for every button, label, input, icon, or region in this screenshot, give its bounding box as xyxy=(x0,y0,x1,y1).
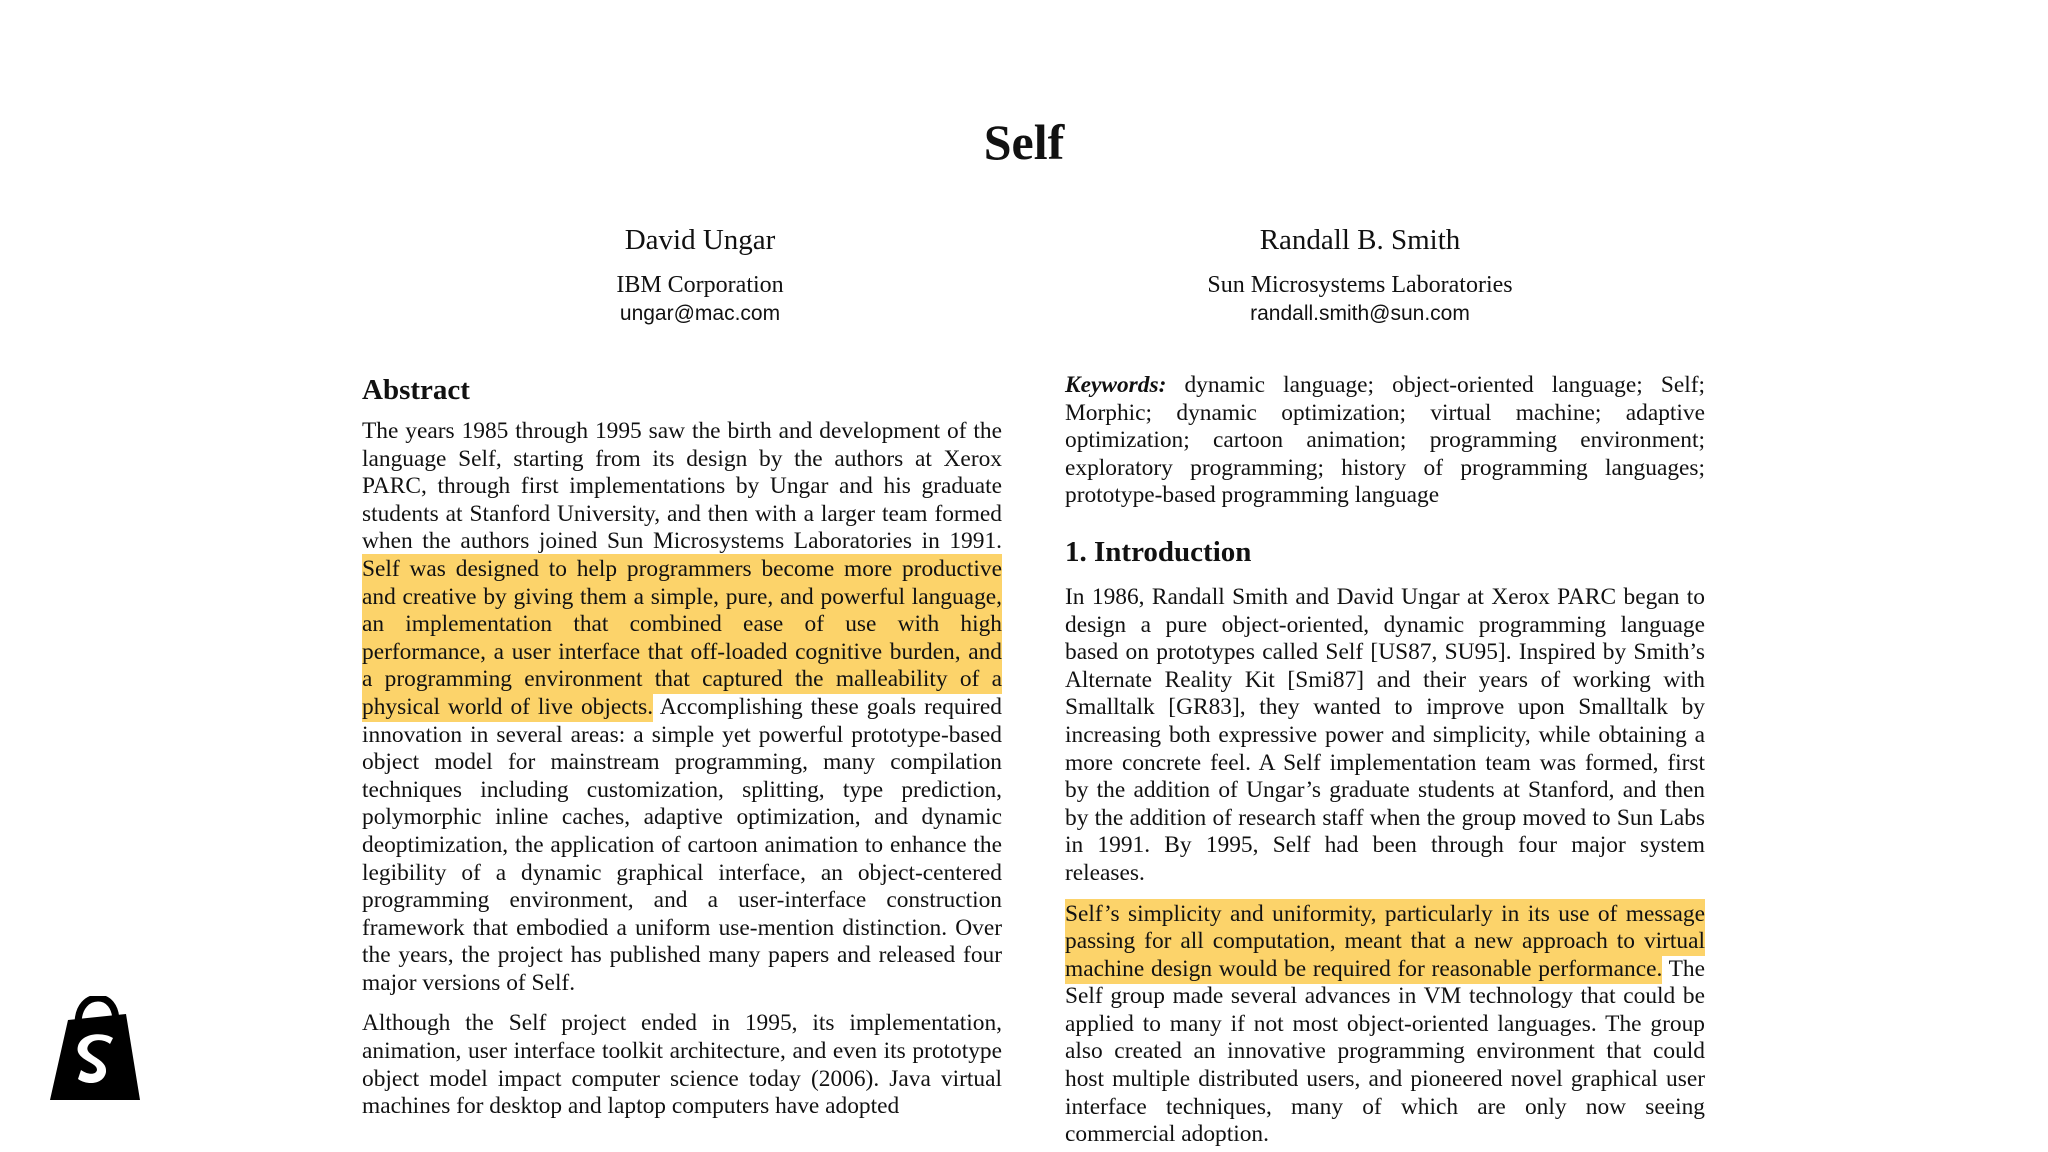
author-affiliation: Sun Microsystems Laboratories xyxy=(1207,272,1513,298)
abstract-text: The years 1985 through 1995 saw the birth and development of the language Self, starting from its design by the authors at Xerox PARC, through first implementations by Ungar and his graduate students at Stanford University, and then with a larger team formed when the authors joined Sun Microsystems Laboratories in 1991. xyxy=(362,418,1002,555)
introduction-text: The Self group made several advances in VM technology that could be applied to many if not most object-oriented languages. The group also created an innovative programming environment that could host multiple distributed users, and pioneered novel graphical user interface techniques, many of which are only now seeing commercial adoption. xyxy=(1065,955,1706,1148)
author-name: David Ungar xyxy=(624,224,776,256)
abstract-paragraph-2: Although the Self project ended in 1995, its implementation, animation, user interface toolkit architecture, and even its prototype object model impact computer science today (2006). Java virtual machines for desktop and laptop computers have adopted xyxy=(362,1010,1002,1120)
abstract-paragraph-1 xyxy=(362,418,1002,997)
author-email: randall.smith@sun.com xyxy=(1250,302,1470,325)
keywords-text: dynamic language; object-oriented language; Self; Morphic; dynamic optimization; virtual machine; adaptive optimization; cartoon animation; programming environment; exploratory programming; history of programming languages; prototype-based programming language xyxy=(1065,372,1705,509)
author-block-1 xyxy=(400,222,1000,328)
shopify-bag-icon xyxy=(48,996,144,1106)
introduction-heading: 1. Introduction xyxy=(1065,535,1252,568)
author-name: Randall B. Smith xyxy=(1259,224,1461,256)
highlighted-text[interactable]: Self was designed to help programmers become more productive and creative by giving them a simple, pure, and powerful language, an implementation that combined ease of use with high performance, a user interface that off-loaded cognitive burden, and a programming environment that captured the malleability of a physical world of live objects. xyxy=(362,555,1002,720)
highlighted-text[interactable]: Self’s simplicity and uniformity, particularly in its use of message passing for all computation, meant that a new approach to virtual machine design would be required for reasonable performance. xyxy=(1065,900,1705,982)
keywords-label: Keywords: xyxy=(1065,372,1167,398)
introduction-paragraph-2 xyxy=(1065,901,1705,1149)
abstract-text: Accomplishing these goals required innovation in several areas: a simple yet powerful prototype-based object model for mainstream programming, many compilation techniques including customization, splitting, type prediction, polymorphic inline caches, adaptive optimization, and dynamic deoptimization, the application of cartoon animation to enhance the legibility of a dynamic graphical interface, an object-centered programming environment, and a user-interface construction framework that embodied a uniform use-mention distinction. Over the years, the project has published many papers and released four major versions of Self. xyxy=(362,693,1002,996)
author-affiliation: IBM Corporation xyxy=(616,272,784,298)
author-block-2 xyxy=(1060,222,1660,328)
introduction-paragraph-1: In 1986, Randall Smith and David Ungar at Xerox PARC began to design a pure object-oriented, dynamic programming language based on prototypes called Self [US87, SU95]. Inspired by Smith’s Alternate Reality Kit [Smi87] and their years of working with Smalltalk [GR83], they wanted to improve upon Smalltalk by increasing both expressive power and simplicity, while obtaining a more concrete feel. A Self implementation team was formed, first by the addition of Ungar’s graduate students at Stanford, and then by the addition of research staff when the group moved to Sun Labs in 1991. By 1995, Self had been through four major system releases. xyxy=(1065,583,1705,886)
author-email: ungar@mac.com xyxy=(619,302,781,325)
abstract-heading: Abstract xyxy=(362,374,470,406)
left-column xyxy=(362,372,1002,1134)
paper-title: Self xyxy=(983,114,1065,170)
keywords-paragraph xyxy=(1065,372,1705,510)
right-column xyxy=(1065,372,1705,1152)
